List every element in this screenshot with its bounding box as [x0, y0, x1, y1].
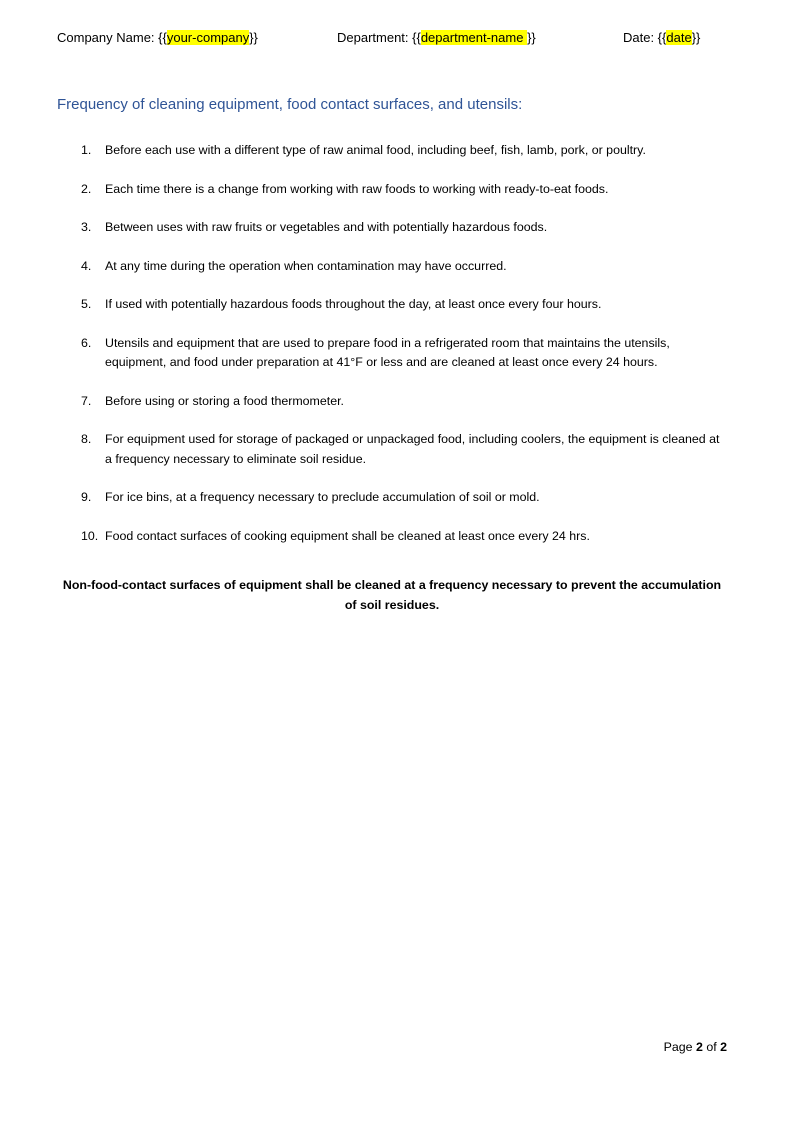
list-item-number: 1.: [81, 143, 92, 157]
date-placeholder[interactable]: date: [666, 30, 692, 45]
document-header: [57, 30, 737, 50]
company-name-close: }}: [249, 30, 258, 45]
list-item-number: 2.: [81, 181, 92, 196]
list-item: [57, 334, 727, 373]
department-name-placeholder[interactable]: department-name: [420, 30, 528, 45]
list-item: [57, 488, 727, 508]
list-item: [57, 141, 727, 161]
list-item-number: 5.: [81, 297, 92, 311]
list-item-number: 7.: [81, 393, 92, 408]
list-item: [57, 430, 727, 469]
list-item-number: 3.: [81, 220, 92, 234]
date-field: [623, 30, 700, 45]
date-label: Date: {{: [623, 30, 667, 45]
page-current: 2: [695, 1040, 703, 1054]
list-item-number: 9.: [81, 490, 92, 504]
date-close: }}: [691, 30, 701, 45]
list-item-text: Between uses with raw fruits or vegetables and with potentially hazardous foods.: [105, 220, 548, 234]
list-item: [57, 527, 727, 547]
list-item-number: 6.: [81, 335, 92, 350]
list-item-text: Each time there is a change from working with raw foods to working with ready-to-eat foods.: [105, 181, 609, 196]
list-item: [57, 392, 727, 412]
department-label: Department: {{: [337, 30, 421, 45]
company-name-field: [57, 30, 258, 45]
list-item-text: Before each use with a different type of raw animal food, including beef, fish, lamb, pork, or poultry.: [105, 143, 646, 157]
page-word: Page: [663, 1040, 696, 1054]
list-item: [57, 180, 727, 200]
list-item-number: 8.: [81, 432, 92, 446]
list-item: [57, 295, 727, 315]
list-item-text: Food contact surfaces of cooking equipment shall be cleaned at least once every 24 hrs.: [105, 528, 590, 543]
list-item-text: Before using or storing a food thermometer.: [105, 393, 344, 408]
department-close: }}: [527, 30, 536, 45]
section-title: Frequency of cleaning equipment, food contact surfaces, and utensils:: [57, 96, 523, 113]
cleaning-frequency-list: [57, 141, 727, 565]
company-name-label: Company Name: {{: [57, 30, 167, 45]
list-item: [57, 257, 727, 277]
of-word: of: [702, 1040, 721, 1054]
list-item: [57, 218, 727, 238]
list-item-number: 10.: [81, 528, 99, 543]
department-field: [337, 30, 536, 45]
company-name-placeholder[interactable]: your-company: [166, 30, 250, 45]
list-item-text: Utensils and equipment that are used to prepare food in a refrigerated room that maintains the utensils, equipment, and food under preparation at 41°F or less and are cleaned at least once every 24 hours.: [105, 335, 670, 369]
list-item-text: For equipment used for storage of packaged or unpackaged food, including coolers, the equipment is cleaned at a frequency necessary to eliminate soil residue.: [105, 432, 720, 466]
list-item-text: If used with potentially hazardous foods throughout the day, at least once every four hours.: [105, 297, 602, 311]
non-food-contact-note: Non-food-contact surfaces of equipment shall be cleaned at a frequency necessary to prevent the accumulation of soil residues.: [62, 578, 722, 612]
list-item-number: 4.: [81, 258, 92, 273]
list-item-text: At any time during the operation when contamination may have occurred.: [105, 258, 507, 273]
list-item-text: For ice bins, at a frequency necessary to preclude accumulation of soil or mold.: [105, 490, 540, 504]
page-number-footer: [664, 1040, 727, 1054]
page-total: 2: [720, 1040, 727, 1054]
